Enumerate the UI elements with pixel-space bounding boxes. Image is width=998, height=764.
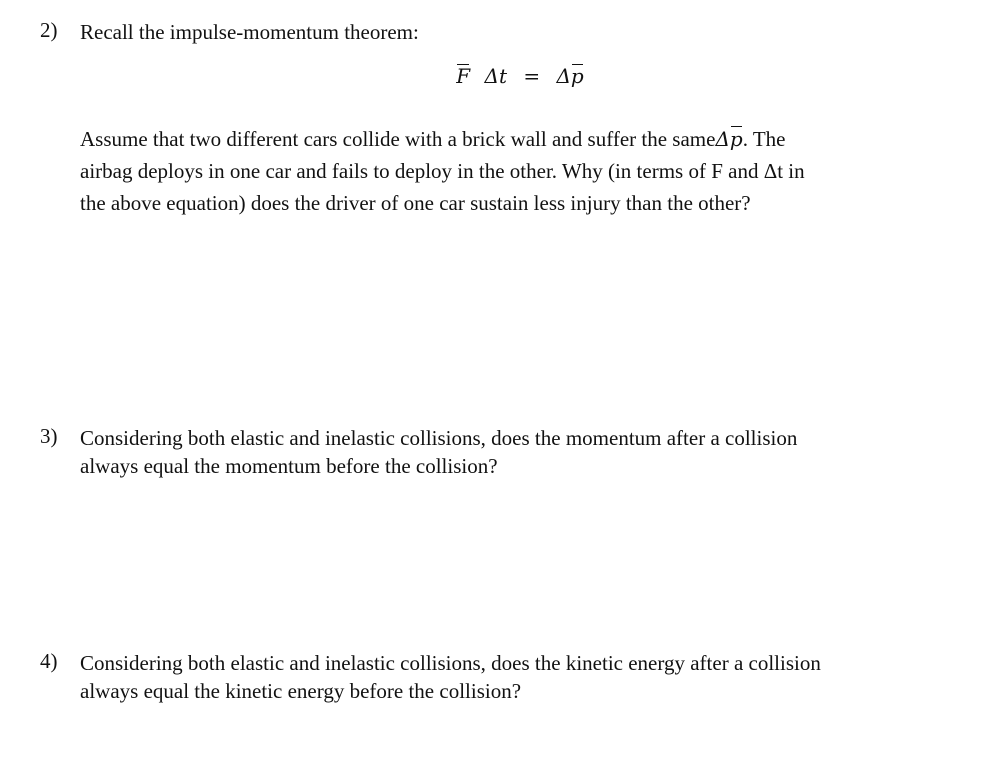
question-body: [80, 649, 960, 705]
momentum-vector-symbol: p: [570, 64, 584, 88]
paragraph-line: [80, 123, 960, 155]
question-line: always equal the kinetic energy before the collision?: [80, 679, 522, 703]
force-vector-symbol: F: [456, 64, 471, 88]
question-body: [80, 424, 960, 480]
paragraph-text: . The: [742, 127, 786, 151]
question-number: 4): [40, 649, 58, 673]
question-line: always equal the momentum before the collision?: [80, 454, 498, 478]
momentum-vector-symbol: p: [730, 123, 743, 155]
delta-t-symbol: Δt: [484, 64, 507, 88]
delta-symbol: Δ: [556, 64, 571, 88]
paragraph-line: the above equation) does the driver of one car sustain less injury than the other?: [80, 191, 751, 215]
question-line: Considering both elastic and inelastic collisions, does the kinetic energy after a collision: [80, 651, 821, 675]
question-intro: Recall the impulse-momentum theorem:: [80, 20, 419, 44]
question-line: Considering both elastic and inelastic collisions, does the momentum after a collision: [80, 426, 798, 450]
delta-p-inline: [715, 123, 742, 155]
question-number: 2): [40, 18, 58, 42]
question-body: [80, 18, 960, 215]
question-paragraph: [80, 123, 960, 219]
paragraph-line: airbag deploys in one car and fails to deploy in the other. Why (in terms of F and Δt in: [80, 159, 805, 183]
delta-symbol: Δ: [715, 127, 730, 151]
question-number: 3): [40, 424, 58, 448]
paragraph-text: Assume that two different cars collide with a brick wall and suffer the same: [80, 127, 716, 151]
equals-sign: =: [523, 64, 541, 88]
impulse-momentum-equation: [80, 62, 960, 90]
